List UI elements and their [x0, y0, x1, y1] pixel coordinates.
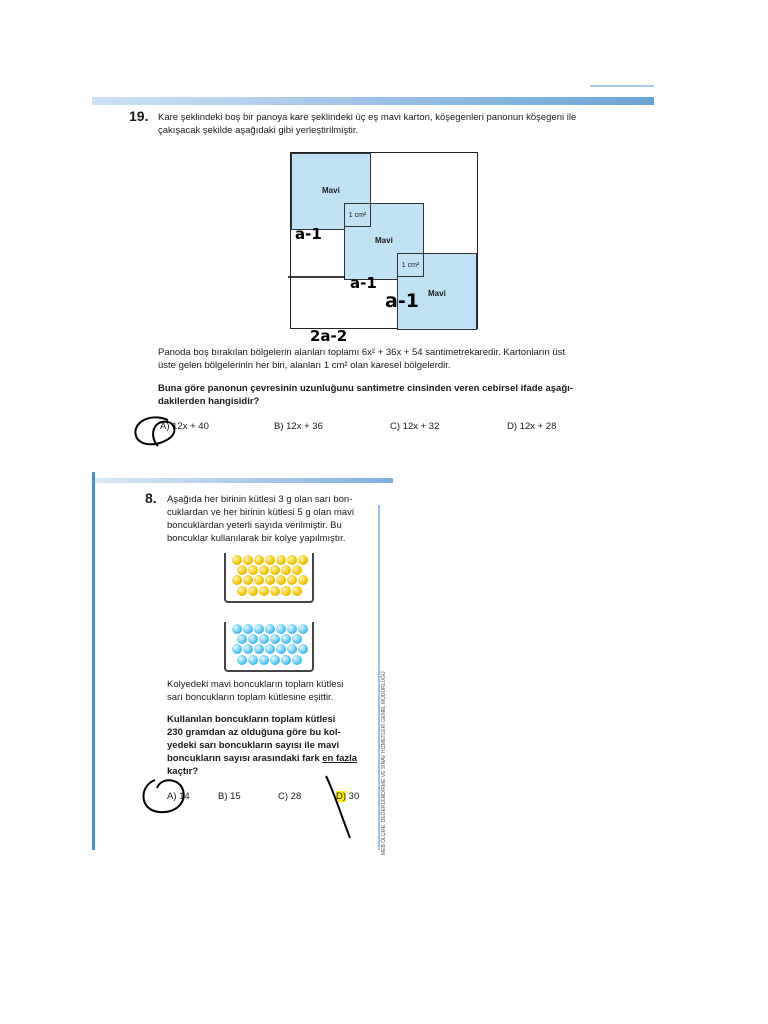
- q19-option-c[interactable]: C) 12x + 32: [390, 421, 440, 432]
- answer-circle-mark-2: [135, 772, 195, 822]
- question-19-prompt: Buna göre panonun çevresinin uzunluğunu santimetre cinsinden veren cebirsel ifade aşağı- dakilerden hangisidir?: [158, 383, 573, 407]
- question-19-body: Panoda boş bırakılan bölgelerin alanları toplamı 6x² + 36x + 54 santimetrekaredir. Kartonların üst üste gelen bölgelerinin her biri, alanları 1 cm² olan karesel bölgelerdir.: [158, 347, 566, 371]
- question-8-prompt: Kullanılan boncukların toplam kütlesi 230 gramdan az olduğuna göre bu kol- yedeki sarı boncukların sayısı ile mavi boncukların sayısı arasındaki fark en fazla kaçtır?: [167, 714, 358, 777]
- side-text: MEB ÖLÇME, DEĞERLENDİRME VE SINAV HİZMETLERİ GENEL MÜDÜRLÜĞÜ: [381, 671, 387, 855]
- overlap-1: 1 cm²: [344, 203, 371, 227]
- blue-square-1: Mavi: [291, 153, 371, 230]
- q8-option-b[interactable]: B) 15: [218, 791, 241, 802]
- svg-text:a-1: a-1: [385, 290, 419, 312]
- svg-text:a-1: a-1: [295, 225, 322, 243]
- yellow-bead-box: [224, 553, 314, 603]
- q8-option-a[interactable]: A) 14: [167, 791, 190, 802]
- question-8-number: 8.: [145, 490, 157, 506]
- question-19-intro: Kare şeklindeki boş bir panoya kare şeklindeki üç eş mavi karton, köşegenleri panonun köşegeni ile çakışacak şekilde aşağıdaki gibi yerleştirilmiştir.: [158, 112, 577, 136]
- cross-out-mark: [322, 772, 362, 842]
- q8-option-d[interactable]: D) 30: [336, 791, 360, 802]
- header-bar: [92, 97, 654, 105]
- handwriting-marks: [280, 215, 420, 345]
- blue-bead-box: [224, 622, 314, 672]
- svg-text:2a-2: 2a-2: [310, 327, 348, 345]
- header-line: [590, 85, 654, 87]
- q8-option-c[interactable]: C) 28: [278, 791, 302, 802]
- q19-option-d[interactable]: D) 12x + 28: [507, 421, 557, 432]
- question-8-intro: Aşağıda her birinin kütlesi 3 g olan sarı bon- cuklardan ve her birinin kütlesi 5 g olan mavi boncuklardan yeterli sayıda verilmiştir. Bu boncuklar kullanılarak bir kolye yapılmıştır.: [167, 494, 354, 544]
- q19-option-b[interactable]: B) 12x + 36: [274, 421, 323, 432]
- q19-option-a[interactable]: A) 12x + 40: [160, 421, 209, 432]
- section-left-bar: [92, 472, 95, 850]
- section-side-line: [378, 505, 380, 850]
- section-top-bar: [95, 478, 393, 483]
- svg-text:a-1: a-1: [350, 274, 377, 292]
- blue-square-2: Mavi: [344, 203, 424, 280]
- answer-circle-mark: [128, 412, 188, 452]
- question-8-body: Kolyedeki mavi boncukların toplam kütlesi sarı boncukların toplam kütlesine eşittir.: [167, 679, 344, 703]
- overlap-2: 1 cm²: [397, 253, 424, 277]
- blue-square-3: Mavi: [397, 253, 477, 330]
- question-19-number: 19.: [129, 108, 149, 124]
